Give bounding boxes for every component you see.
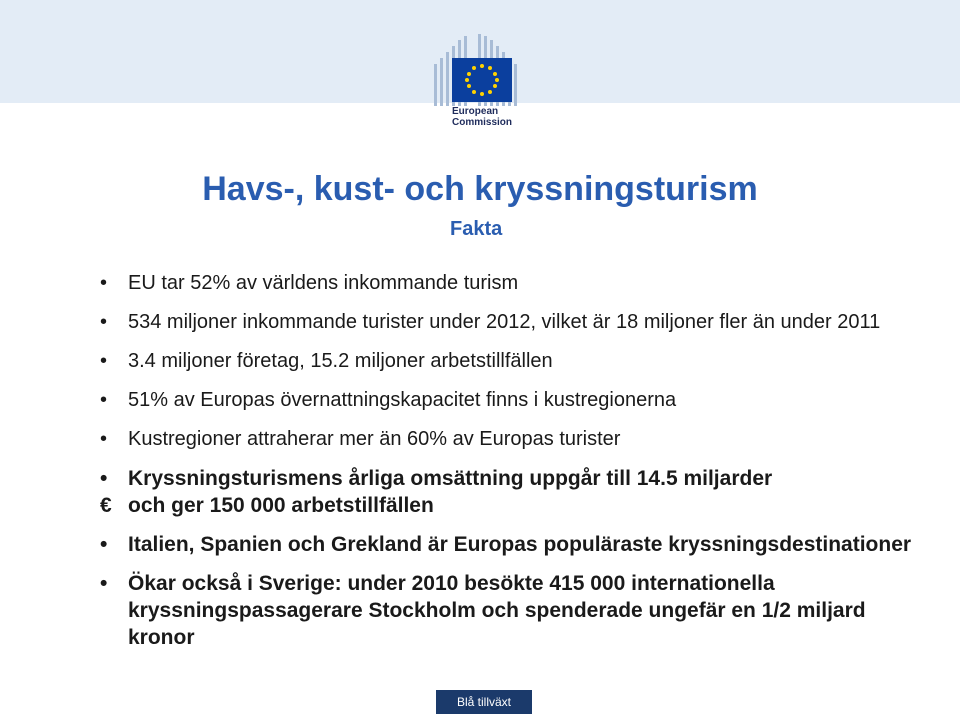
bullet-text: Ökar också i Sverige: under 2010 besökte 415 000 internationella kryssningspassagerare Stockholm och spenderade ungefär en 1/2 miljard kronor [128,572,866,649]
logo-wordmark [452,106,532,128]
euro-line [100,494,434,517]
bullet-text: 3.4 miljoner företag, 15.2 miljoner arbetstillfällen [128,350,553,372]
blue-growth-badge: Blå tillväxt [436,690,532,714]
fact-list [100,270,920,663]
bullet-text: Kustregioner attraherar mer än 60% av Europas turister [128,428,621,450]
list-item [100,387,920,414]
logo-line-2: Commission [452,117,513,128]
slide-title: Havs-, kust- och kryssningsturism [202,170,758,208]
bullet-text: 51% av Europas övernattningskapacitet finns i kustregionerna [128,389,677,411]
bullet-text: Kryssningsturismens årliga omsättning uppgår till 14.5 miljarder [128,467,773,490]
list-item [100,309,920,336]
list-item [100,270,920,297]
bullet-text: Italien, Spanien och Grekland är Europas populäraste kryssningsdestinationer [128,533,912,556]
bullet-text-continued: och ger 150 000 arbetstillfällen [128,494,434,517]
list-item [100,570,920,651]
list-item [100,348,920,375]
euro-symbol: € [100,494,112,517]
list-item [100,531,920,558]
list-item [100,465,920,519]
bullet-text: EU tar 52% av världens inkommande turism [128,272,519,294]
list-item [100,426,920,453]
logo-line-1: European [452,106,499,117]
eu-flag-icon [420,28,540,108]
bullet-text: 534 miljoner inkommande turister under 2012, vilket är 18 miljoner fler än under 2011 [128,311,881,333]
slide-subtitle: Fakta [450,218,503,240]
